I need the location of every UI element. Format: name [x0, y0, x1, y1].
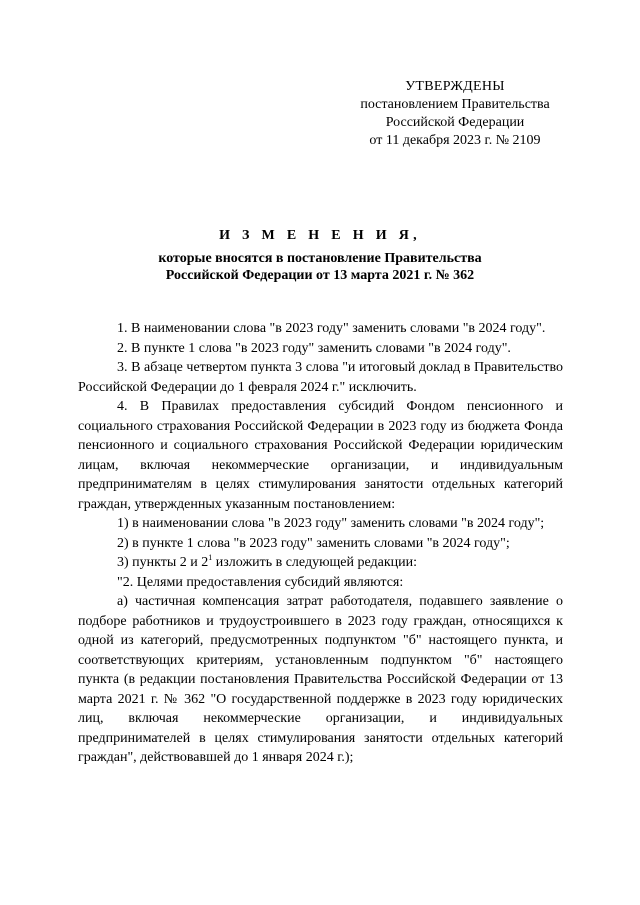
approval-title: УТВЕРЖДЕНЫ: [405, 79, 505, 94]
subitem-1: 1) в наименовании слова "в 2023 году" заменить словами "в 2024 году";: [117, 516, 545, 531]
document-heading: [0, 227, 640, 284]
document-body: [78, 319, 563, 768]
document-subtitle: [0, 250, 640, 284]
document-subtitle-line-1: которые вносятся в постановление Правительства: [158, 251, 482, 266]
paragraph-4: 4. В Правилах предоставления субсидий Фондом пенсионного и социального страхования Российской Федерации в 2023 году из бюджета Фонда пенсионного и социального страхования Российской Федерации юридическим лицам, включая некоммерческие организации, и индивидуальным предпринимателям в целях стимулирования занятости отдельных категорий граждан, утвержденных указанным постановлением:: [78, 399, 563, 512]
approval-block: [330, 78, 580, 150]
paragraph-2: 2. В пункте 1 слова "в 2023 году" заменить словами "в 2024 году".: [117, 340, 511, 356]
approval-line-3: от 11 декабря 2023 г. № 2109: [369, 133, 541, 148]
subitem-3: [78, 553, 563, 573]
subitem-3-superscript: 1: [208, 553, 213, 562]
quoted-point-2-a: а) частичная компенсация затрат работодателя, подавшего заявление о подборе работников и трудоустроившего в 2023 году граждан, относящихся к одной из категорий, предусмотренных подпунктом "б" настоящего пункта, и соответствующих критериям, установленным подпунктом "б" настоящего пункта (в редакции постановления Правительства Российской Федерации от 13 марта 2021 г. № 362 "О государственной поддержке в 2023 году юридических лиц, включая некоммерческие организации, и индивидуальных предпринимателей в целях стимулирования занятости отдельных категорий граждан", действовавшей до 1 января 2024 г.);: [78, 594, 563, 765]
approval-line-2: Российской Федерации: [385, 115, 525, 130]
paragraph-3: 3. В абзаце четвертом пункта 3 слова "и итоговый доклад в Правительство Российской Федерации до 1 февраля 2024 г." исключить.: [78, 360, 563, 395]
subitem-2: 2) в пункте 1 слова "в 2023 году" заменить словами "в 2024 году";: [117, 535, 510, 551]
quoted-point-2-intro: "2. Целями предоставления субсидий являются:: [117, 574, 404, 590]
subitem-3-text-start: 3) пункты 2 и 2: [117, 555, 209, 570]
subitem-3-text-end: изложить в следующей редакции:: [212, 555, 418, 570]
document-title: И З М Е Н Е Н И Я,: [219, 228, 421, 243]
document-subtitle-line-2: Российской Федерации от 13 марта 2021 г. № 362: [165, 268, 475, 283]
paragraph-1: 1. В наименовании слова "в 2023 году" заменить словами "в 2024 году".: [117, 321, 546, 336]
approval-line-1: постановлением Правительства: [360, 97, 550, 112]
